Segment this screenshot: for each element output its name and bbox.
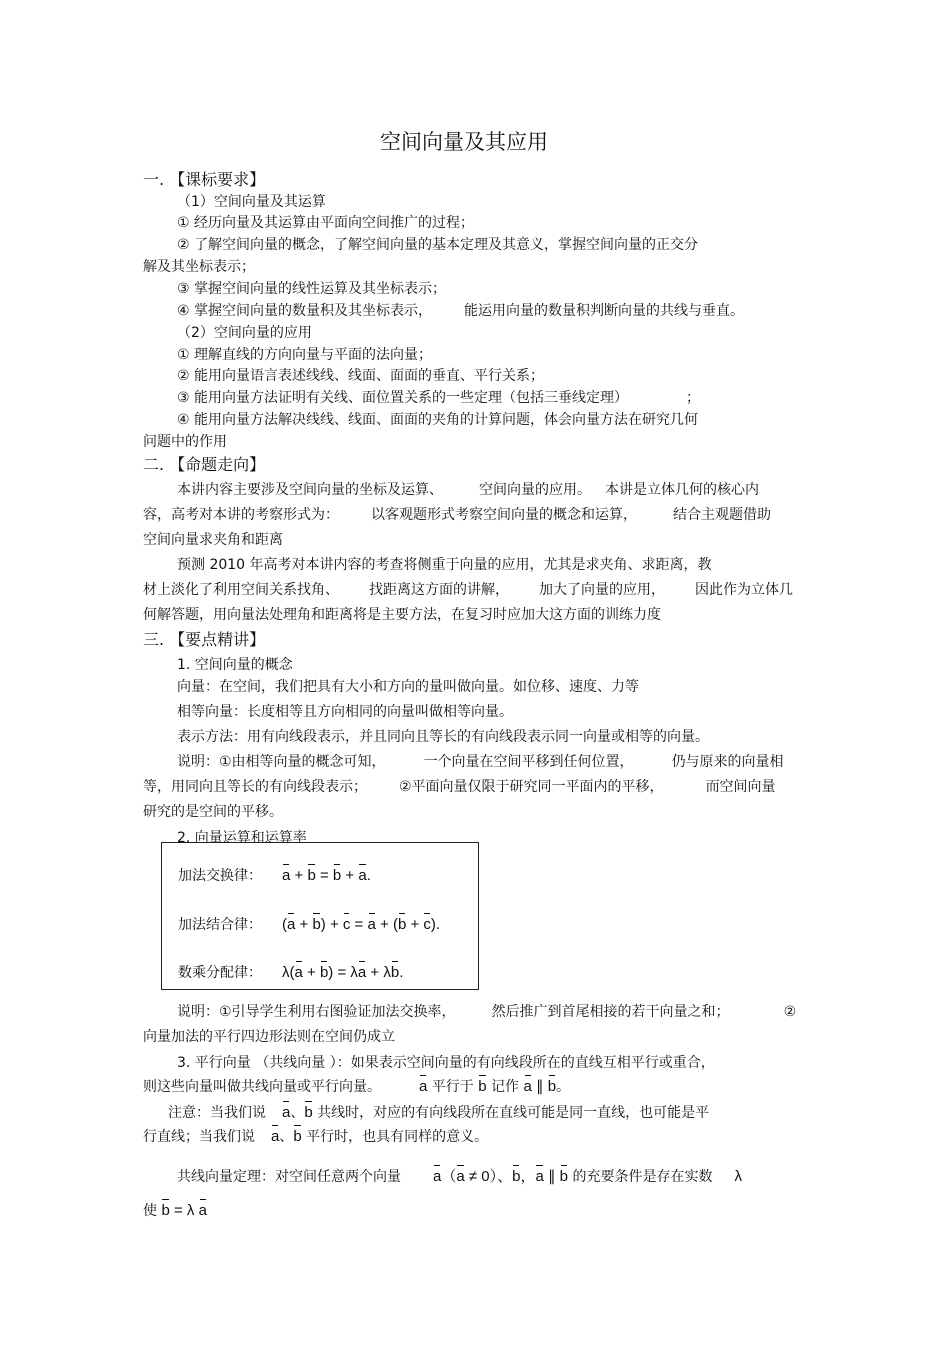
note-line: 注意：当我们说 a、b 共线时，对应的有向线段所在直线可能是同一直线，也可能是平 [168, 1104, 710, 1121]
requirement-item: ② 了解空间向量的概念，了解空间向量的基本定理及其意义，掌握空间向量的正交分 [177, 237, 698, 253]
section-heading-key-points: 三. 【要点精讲】 [143, 630, 266, 649]
note-line: 等，用同向且等长的有向线段表示； ②平面向量仅限于研究同一平面内的平移， 而空间向量 [143, 779, 776, 795]
definition-line: 向量：在空间，我们把具有大小和方向的量叫做向量。如位移、速度、力等 [177, 679, 639, 695]
theorem-line: 使 b = λ a [143, 1202, 207, 1219]
requirement-item: ③ 能用向量方法证明有关线、面位置关系的一些定理（包括三垂线定理） ； [177, 390, 700, 406]
requirement-item: ① 经历向量及其运算由平面向空间推广的过程； [177, 215, 474, 231]
requirement-item-continued: 解及其坐标表示； [143, 259, 255, 275]
note-line: 行直线；当我们说 a、b 平行时，也具有同样的意义。 [143, 1128, 489, 1145]
theorem-line: 共线向量定理：对空间任意两个向量 a（a ≠ 0）、b，a ∥ b 的充要条件是存在实数 λ [177, 1168, 742, 1185]
definition-line: 则这些向量叫做共线向量或平行向量。 a 平行于 b 记作 a ∥ b。 [143, 1078, 571, 1095]
law-associative: 加法结合律： (a + b) + c = a + (b + c). [178, 916, 441, 933]
requirement-item: ④ 能用向量方法解决线线、线面、面面的夹角的计算问题，体会向量方法在研究几何 [177, 412, 698, 428]
section-heading-trends: 二. 【命题走向】 [143, 455, 266, 474]
subheading-operations: （1）空间向量及其运算 [177, 194, 326, 210]
paragraph-line: 本讲内容主要涉及空间向量的坐标及运算、 空间向量的应用。 本讲是立体几何的核心内 [177, 482, 759, 498]
topic-heading: 3. 平行向量 （共线向量 ）：如果表示空间向量的有向线段所在的直线互相平行或重合， [177, 1055, 715, 1071]
definition-line: 相等向量：长度相等且方向相同的向量叫做相等向量。 [177, 704, 513, 720]
note-line: 说明：①引导学生利用右图验证加法交换率， 然后推广到首尾相接的若干向量之和； ② [177, 1004, 797, 1020]
page-title: 空间向量及其应用 [380, 130, 548, 154]
paragraph-line: 容，高考对本讲的考察形式为： 以客观题形式考察空间向量的概念和运算， 结合主观题借助 [143, 507, 771, 523]
requirement-item: ② 能用向量语言表述线线、线面、面面的垂直、平行关系； [177, 368, 544, 384]
definition-line: 表示方法：用有向线段表示，并且同向且等长的有向线段表示同一向量或相等的向量。 [177, 729, 709, 745]
topic-heading: 1. 空间向量的概念 [177, 657, 293, 673]
requirement-item: ④ 掌握空间向量的数量积及其坐标表示， 能运用向量的数量积判断向量的共线与垂直。 [177, 303, 744, 319]
law-distributive: 数乘分配律： λ(a + b) = λa + λb. [178, 964, 404, 981]
law-commutative: 加法交换律： a + b = b + a. [178, 867, 371, 884]
subheading-applications: （2）空间向量的应用 [177, 325, 312, 341]
paragraph-line: 预测 2010 年高考对本讲内容的考查将侧重于向量的应用，尤其是求夹角、求距离，教 [177, 557, 712, 573]
paragraph-line: 何解答题，用向量法处理角和距离将是主要方法，在复习时应加大这方面的训练力度 [143, 607, 661, 623]
section-heading-curriculum: 一. 【课标要求】 [143, 170, 266, 189]
requirement-item: ① 理解直线的方向向量与平面的法向量； [177, 347, 432, 363]
operation-laws-box [161, 842, 479, 990]
note-line: 向量加法的平行四边形法则在空间仍成立 [143, 1029, 395, 1045]
note-line: 研究的是空间的平移。 [143, 804, 283, 820]
paragraph-line: 空间向量求夹角和距离 [143, 532, 283, 548]
note-line: 说明：①由相等向量的概念可知， 一个向量在空间平移到任何位置， 仍与原来的向量相 [177, 754, 784, 770]
topic-heading: 2. 向量运算和运算率 [177, 830, 307, 846]
requirement-item-continued: 问题中的作用 [143, 434, 227, 450]
paragraph-line: 材上淡化了利用空间关系找角、 找距离这方面的讲解， 加大了向量的应用， 因此作为立体几 [143, 582, 793, 598]
requirement-item: ③ 掌握空间向量的线性运算及其坐标表示； [177, 281, 446, 297]
